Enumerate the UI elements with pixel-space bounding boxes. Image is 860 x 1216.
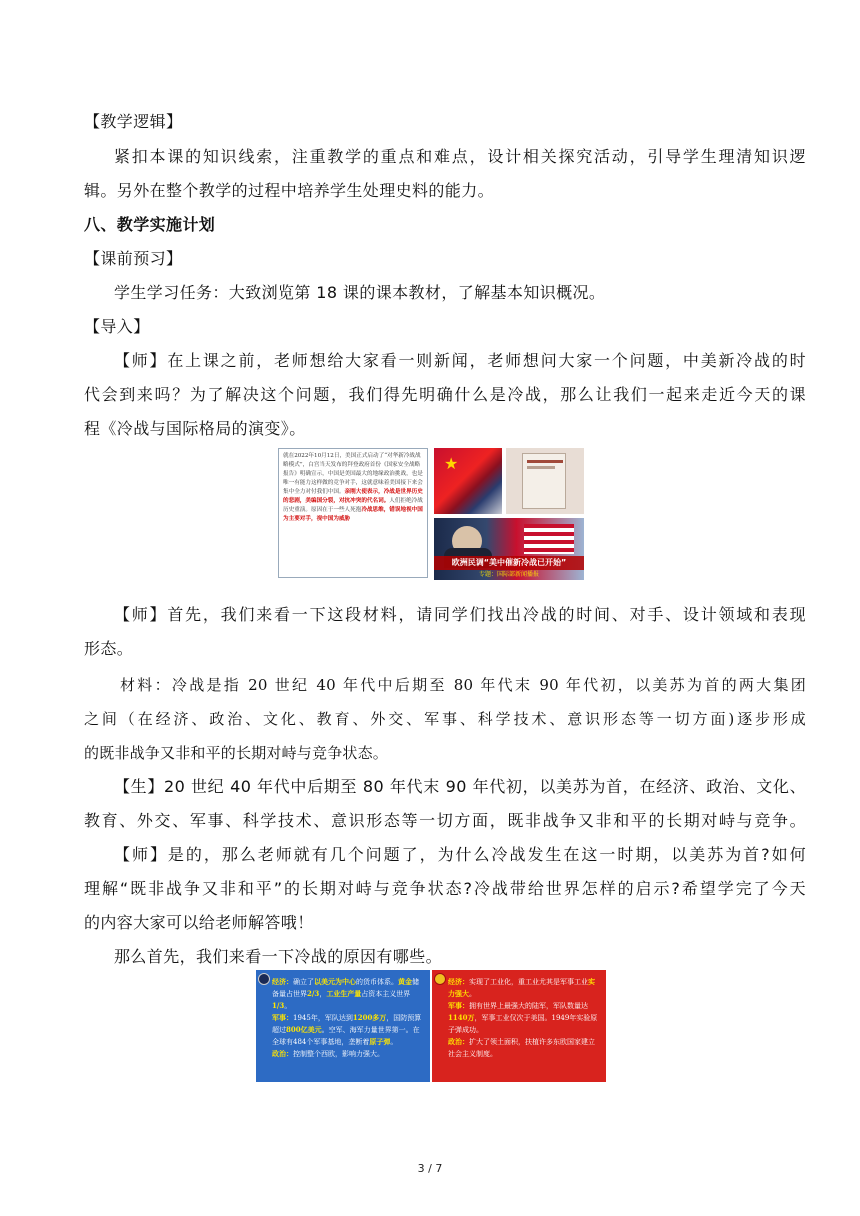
material-quote-line: 之间（在经济、政治、文化、教育、外交、军事、科学技术、意识形态等一切方面)逐步形成	[84, 710, 806, 728]
ussr-military-text: 军事：拥有世界上最强大的陆军，军队数量达1140万，军事工业仅次于美国。1949年实验原子弹成功。	[448, 1001, 598, 1034]
paragraph-line: 【师】在上课之前，老师想给大家看一则新闻，老师想问大家一个问题，中美新冷战的时	[114, 351, 806, 370]
paragraph-line: 程《冷战与国际格局的演变》。	[84, 419, 306, 438]
star-icon: ★	[444, 454, 459, 473]
paragraph-line: 【师】首先，我们来看一下这段材料，请同学们找出冷战的时间、对手、设计领域和表现	[114, 605, 806, 624]
paragraph-line: 教育、外交、军事、科学技术、意识形态等一切方面，既非战争又非和平的长期对峙与竞争。	[84, 811, 806, 830]
flag-stripes	[524, 524, 574, 554]
paragraph-line: 【生】20 世纪 40 年代中后期至 80 年代末 90 年代初，以美苏为首，在经济、政治、文化、	[114, 777, 806, 796]
cover-title-bar	[527, 460, 563, 463]
us-seal-icon	[258, 973, 270, 985]
section-heading-implementation-plan: 八、教学实施计划	[84, 215, 216, 234]
paragraph-line: 的内容大家可以给老师解答哦！	[84, 913, 314, 932]
soviet-emblem-icon	[434, 973, 446, 985]
news-text-normal: 人们拒绝冷战历史重演。原因在于一些人死抱	[283, 498, 423, 513]
ussr-economy-text: 经济：实现了工业化，重工业尤其是军事工业实力强大。	[448, 977, 595, 998]
news-subcaption: 专题：国际部新闻播报	[478, 571, 539, 578]
us-strength-panel	[256, 970, 430, 1082]
news-text-highlight: 亲刚大使表示，冷战是世界历史的悲剧，美编国分裂，对抗冲突的代名词。	[283, 489, 423, 504]
news-text-normal: 就在2022年10月12日，美国正式启动了“对华新冷战战略模式”，白宫当天发布的拜登政府首份《国家安全战略报告》明确宣示，中国是美国最大的地缘政治挑战，也是唯一有能力这样做的竞争对手，这就意味着美国接下来会集中全力对付我们中国。	[283, 453, 423, 495]
paragraph-line: 那么首先，我们来看一下冷战的原因有哪些。	[114, 947, 443, 966]
section-heading-preview: 【课前预习】	[84, 249, 183, 268]
paragraph-line: 形态。	[84, 639, 134, 658]
material-quote-line: 的既非战争又非和平的长期对峙与竞争状态。	[84, 744, 389, 762]
paragraph-line: 紧扣本课的知识线索，注重教学的重点和难点，设计相关探究活动，引导学生理清知识逻	[114, 147, 806, 166]
paragraph-line: 辑。另外在整个教学的过程中培养学生处理史料的能力。	[84, 181, 495, 200]
us-economy-text: 经济：确立了以美元为中心的货币体系。黄金储备量占世界2/3，工业生产量占资本主义世界1/3。	[272, 977, 419, 1010]
section-heading-introduction: 【导入】	[84, 317, 150, 336]
cover-subtitle-bar	[527, 466, 555, 469]
news-collage-figure	[278, 448, 584, 580]
material-quote-line: 材料：冷战是指 20 世纪 40 年代中后期至 80 年代末 90 年代初，以美苏为首的两大集团	[120, 676, 806, 694]
ussr-strength-panel	[432, 970, 606, 1082]
book-cover	[522, 453, 566, 509]
news-broadcast-image	[434, 518, 584, 580]
us-military-text: 军事：1945年，军队达到1200多万，国防预算超过800亿美元。空军、海军力量世界第一。在全球有484个军事基地，垄断着原子弹。	[272, 1013, 422, 1046]
section-heading-teaching-logic: 【教学逻辑】	[84, 112, 183, 131]
ussr-politics-text: 政治：扩大了领土面积，扶植许多东欧国家建立社会主义制度。	[448, 1037, 595, 1058]
paragraph-line: 【师】是的，那么老师就有几个问题了，为什么冷战发生在这一时期，以美苏为首?如何	[114, 845, 806, 864]
news-text-highlight: 冷战思维，错误地视中国为主要对手，视中国为威胁	[283, 507, 423, 522]
us-politics-text: 政治：控制整个西欧，影响力强大。	[272, 1049, 384, 1058]
china-us-flags-image	[434, 448, 502, 514]
report-cover-image	[506, 448, 584, 514]
news-text-excerpt	[278, 448, 428, 578]
news-caption: 欧洲民调“美中催新冷战已开始”	[434, 556, 584, 570]
page-number: 3 / 7	[417, 1162, 443, 1175]
paragraph-line: 代会到来吗？为了解决这个问题，我们得先明确什么是冷战，那么让我们一起来走近今天的课	[84, 385, 806, 404]
paragraph-line: 理解“既非战争又非和平”的长期对峙与竞争状态?冷战带给世界怎样的启示?希望学完了今天	[84, 879, 806, 898]
paragraph-line: 学生学习任务：大致浏览第 18 课的课本教材，了解基本知识概况。	[114, 283, 606, 302]
